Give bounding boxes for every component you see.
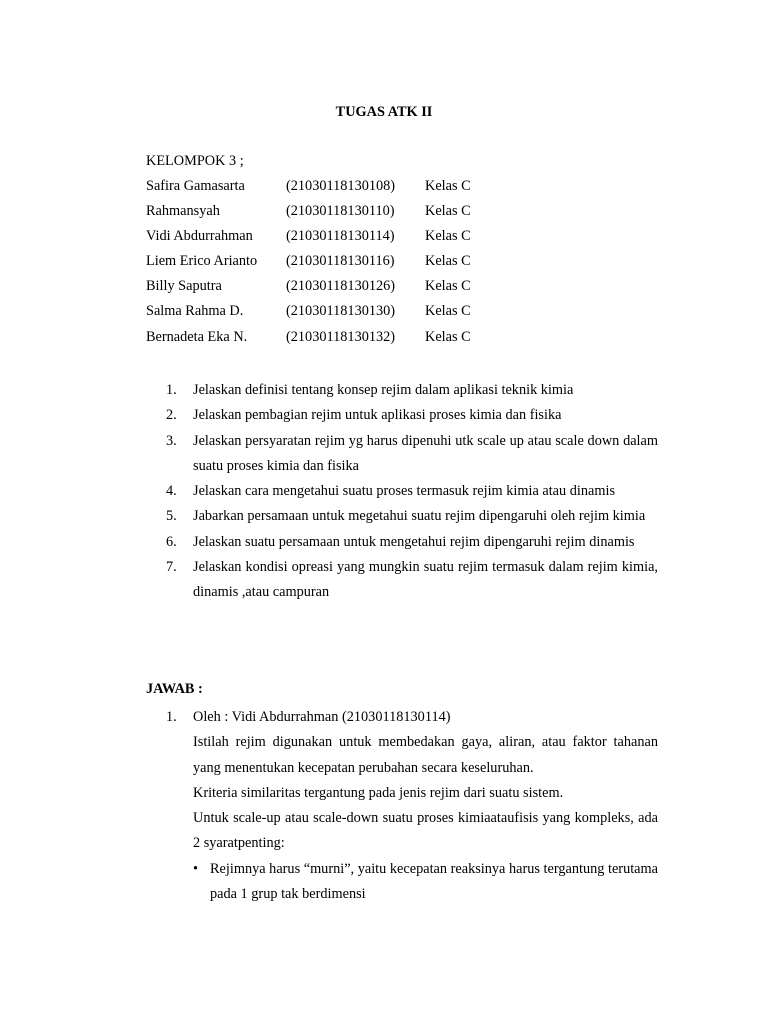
question-number: 2. <box>166 407 177 424</box>
member-nim: (21030118130108) <box>286 178 396 194</box>
question-number: 5. <box>166 508 177 525</box>
answer-paragraph: Istilah rejim digunakan untuk membedakan gaya, aliran, atau faktor tahanan yang menentukan kecepatan perubahan secara keseluruhan. <box>193 734 658 776</box>
question-item <box>166 429 658 480</box>
member-nim: (21030118130110) <box>286 203 395 220</box>
question-text: Jelaskan persyaratan rejim yg harus dipenuhi utk scale up atau scale down dalam suatu proses kimia dan fisika <box>193 432 658 474</box>
member-list <box>146 178 646 354</box>
question-text: Jelaskan kondisi opreasi yang mungkin suatu rejim termasuk dalam rejim kimia, dinamis ,atau campuran <box>193 559 658 601</box>
member-nim: (21030118130114) <box>286 228 395 245</box>
member-row <box>146 203 646 228</box>
answer-item <box>166 705 658 907</box>
member-class: Kelas C <box>425 278 471 295</box>
question-text: Jelaskan pembagian rejim untuk aplikasi proses kimia dan fisika <box>193 407 562 424</box>
question-number: 1. <box>166 382 177 398</box>
question-item <box>166 504 658 529</box>
member-row <box>146 278 646 303</box>
member-name: Rahmansyah <box>146 203 220 220</box>
member-class: Kelas C <box>425 303 471 320</box>
member-class: Kelas C <box>425 228 471 245</box>
member-class: Kelas C <box>425 328 471 345</box>
question-number: 6. <box>166 533 177 550</box>
member-nim: (21030118130116) <box>286 253 395 270</box>
member-row <box>146 303 646 328</box>
question-item <box>166 378 658 403</box>
question-list <box>166 378 658 606</box>
member-name: Liem Erico Arianto <box>146 253 258 270</box>
document-title: TUGAS ATK II <box>335 104 433 120</box>
question-item <box>166 479 658 504</box>
member-name: Bernadeta Eka N. <box>146 328 248 345</box>
answer-paragraph: Kriteria similaritas tergantung pada jenis rejim dari suatu sistem. <box>193 784 564 801</box>
member-class: Kelas C <box>425 253 471 270</box>
member-class: Kelas C <box>425 178 471 194</box>
group-heading: KELOMPOK 3 ; <box>146 153 244 169</box>
answer-list <box>166 705 658 907</box>
member-row <box>146 228 646 253</box>
bullet-text: Rejimnya harus “murni”, yaitu kecepatan reaksinya harus tergantung terutama pada 1 grup tak berdimensi <box>210 860 658 903</box>
member-nim: (21030118130126) <box>286 278 396 295</box>
question-text: Jelaskan cara mengetahui suatu proses termasuk rejim kimia atau dinamis <box>193 483 616 500</box>
member-row <box>146 329 646 354</box>
member-nim: (21030118130132) <box>286 328 396 345</box>
question-number: 4. <box>166 483 177 500</box>
question-text: Jelaskan definisi tentang konsep rejim dalam aplikasi teknik kimia <box>193 382 574 398</box>
member-name: Safira Gamasarta <box>146 178 245 194</box>
member-row <box>146 178 646 203</box>
answer-bullet <box>193 857 658 908</box>
answer-paragraph: Untuk scale-up atau scale-down suatu proses kimiaataufisis yang kompleks, ada 2 syaratpenting: <box>193 810 658 852</box>
member-name: Vidi Abdurrahman <box>146 228 253 245</box>
question-number: 7. <box>166 559 177 576</box>
member-name: Billy Saputra <box>146 278 222 295</box>
member-name: Salma Rahma D. <box>146 303 244 320</box>
question-item <box>166 403 658 428</box>
answer-number: 1. <box>166 709 177 725</box>
question-number: 3. <box>166 432 177 449</box>
question-text: Jelaskan suatu persamaan untuk mengetahui rejim dipengaruhi rejim dinamis <box>193 533 635 550</box>
member-nim: (21030118130130) <box>286 303 396 320</box>
question-item <box>166 555 658 606</box>
question-text: Jabarkan persamaan untuk megetahui suatu rejim dipengaruhi oleh rejim kimia <box>193 508 646 525</box>
question-item <box>166 530 658 555</box>
answer-author: Oleh : Vidi Abdurrahman (21030118130114) <box>193 709 451 725</box>
member-class: Kelas C <box>425 203 471 220</box>
member-row <box>146 253 646 278</box>
bullet-icon: • <box>193 860 199 877</box>
answers-heading: JAWAB : <box>146 681 203 697</box>
